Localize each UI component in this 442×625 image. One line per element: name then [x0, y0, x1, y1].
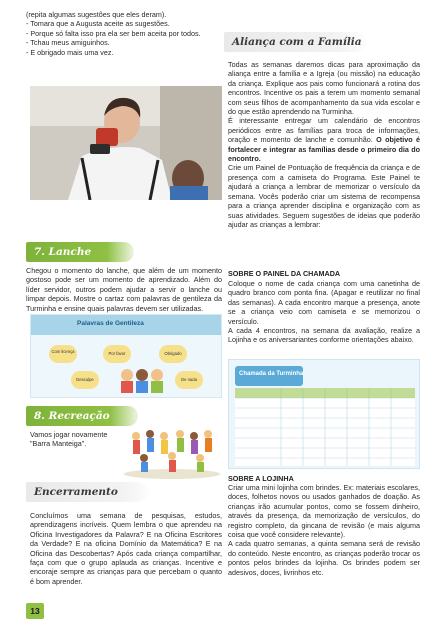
page-number: 13: [26, 603, 44, 619]
lanche-title: 7. Lanche: [34, 246, 92, 258]
poster-word-bubble: [175, 371, 203, 389]
intro-dialogue: [26, 10, 222, 57]
poster-word-bubble: [49, 345, 77, 363]
children-game-image: [122, 422, 222, 480]
poster-word-bubble: [103, 345, 131, 363]
lojinha-paragraph: Criar uma mini lojinha com brindes. Ex: materiais escolares, doces, folhetos novos ou usados ganhados de doação. As crianças irão acumular pontos, como se fossem dinheiro, através da presença, da memorização de versículos, do registro completo, da gincana de revisão (e mais alguma coisa que você considere relevante).: [228, 483, 420, 540]
lanche-text: Chegou o momento do lanche, que além de um momento gostoso pode ser um momento de aprendizado. Além do líder servidor, outros podem ajudar a servir o lanche ou limpar depois. Mostre o cartaz com palavras de gentileza da Turminha e ensine quais palavras devem ser utilizadas.: [26, 266, 222, 313]
intro-line: (repita algumas sugestões que eles deram).: [26, 10, 167, 19]
intro-line: - Tchau meus amiguinhos.: [26, 38, 110, 48]
chamada-poster-title: Chamada da Turminha: [239, 371, 304, 377]
poster-word: Desculpe: [76, 377, 94, 382]
lanche-photo: [30, 86, 222, 200]
recreacao-line: Vamos jogar novamente: [30, 430, 108, 439]
encerramento-text: Concluímos uma semana de pesquisas, estudos, aprendizagens incríveis. Quem lembra o que aprendeu na Oficina Investigadores da Palavra? E na Oficina Escritores da Verdade? E na oficina Domínio da Matemática? E na Oficina das Descobertas? Após cada criança compartilhar, faça com que o grupo aplauda as crianças. Incentive e encoraje sempre as crianças para que percebam o quanto é bom aprender.: [30, 511, 222, 586]
alianca-banner: [224, 32, 366, 52]
alianca-text: [228, 60, 420, 229]
poster-word: Obrigado: [164, 351, 182, 356]
intro-line: - E obrigado mais uma vez.: [26, 47, 114, 57]
alianca-paragraph: Crie um Painel de Pontuação de frequência da criança e de presença com a camiseta do Programa. Este Painel te ajudará a criança a lembrar de memorizar o versículo da semana. Vocês poderão criar um sistema de recompensa para a criança aprender disciplina e organização com as suas atividades. Seguem sugestões de ideias que poderão ajudar as crianças a lembrar:: [228, 163, 420, 229]
encerramento-title: Encerramento: [34, 486, 118, 498]
lojinha-paragraph: A cada quatro semanas, a quinta semana será de revisão do conteúdo. Neste encontro, as crianças poderão trocar os pontos pelos brindes da lojinha. Os brindes podem ser adesivos, doces, livrinhos etc.: [228, 539, 420, 577]
painel-paragraph: Coloque o nome de cada criança com uma canetinha de quadro branco com ponta fina. (Apagar e reutilizar no final das semanas). A cada encontro marque a presença, anote se a criança veio com camiseta e se memorizou o versículo.: [228, 279, 420, 326]
recreacao-line: "Barra Manteiga".: [30, 439, 87, 449]
alianca-p2-bold: O objetivo é fortalecer e integrar as famílias desde o primeiro dia do encontro.: [228, 135, 420, 164]
painel-text: [228, 279, 420, 345]
painel-heading: SOBRE O PAINEL DA CHAMADA: [228, 269, 341, 278]
poster-word: De nada: [181, 377, 197, 382]
poster-word-bubble: [159, 345, 187, 363]
recreacao-title: 8. Recreação: [34, 410, 110, 422]
intro-line: - Tomara que a Augusta aceite as sugestões.: [26, 19, 170, 29]
lanche-banner: [26, 242, 134, 262]
alianca-title: Aliança com a Família: [232, 36, 362, 48]
poster-word: Com licença: [51, 349, 75, 354]
chamada-poster: [228, 359, 420, 469]
children-playing-illustration: [122, 422, 222, 480]
gentileza-poster: [30, 314, 222, 398]
poster-word: Por favor: [108, 351, 126, 356]
encerramento-banner: [26, 482, 148, 502]
poster-word-bubble: [71, 371, 99, 389]
alianca-paragraph: Todas as semanas daremos dicas para aproximação da aliança entre a família e a Igreja (ou missão) na educação da criança. Explique aos pais como funcionará a rotina dos encontros. Incentive os pais a terem um momento semanal com seus filhos de acompanhamento da sua vida escolar e do que estão aprendendo na Turminha.: [228, 60, 420, 117]
woman-drinking-image: [30, 86, 222, 200]
alianca-p2-text: É interessante entregar um calendário de encontros periódicos entre as famílias para troca de informações, oração e momento de lanche e comunhão.: [228, 116, 420, 145]
kids-illustration: [117, 365, 167, 395]
gentileza-poster-title: Palavras de Gentileza: [77, 320, 144, 327]
intro-line: - Porque só falta isso pra ela ser bem aceita por todos.: [26, 28, 201, 38]
attendance-grid-image: [235, 388, 415, 466]
painel-paragraph: A cada 4 encontros, na semana da avaliação, realize a Lojinha e os aniversariantes conforme orientações abaixo.: [228, 326, 420, 345]
lojinha-text: [228, 483, 420, 577]
recreacao-text: [30, 430, 120, 449]
alianca-paragraph: [228, 116, 420, 163]
lojinha-heading: SOBRE A LOJINHA: [228, 474, 294, 483]
